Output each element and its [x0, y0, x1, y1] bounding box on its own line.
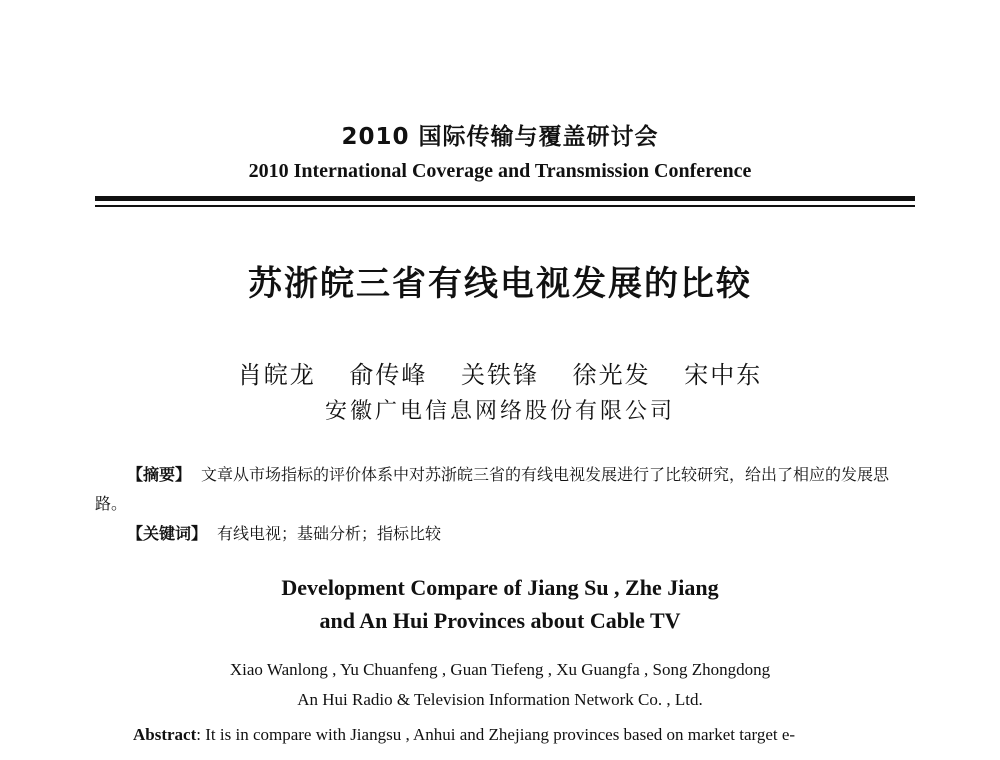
- header-rule-thin: [95, 205, 915, 207]
- header-rule-thick: [95, 196, 915, 201]
- author-cn: 宋中东: [684, 361, 763, 389]
- abstract-label-en: Abstract: [133, 725, 197, 744]
- abstract-cn: [95, 460, 917, 518]
- paper-title-en: [0, 571, 1000, 637]
- abstract-text-en: It is in compare with Jiangsu , Anhui and Zhejiang provinces based on market target e-: [205, 725, 796, 744]
- affiliation-en: An Hui Radio & Television Information Network Co. , Ltd.: [297, 690, 703, 709]
- conference-title-en: 2010 International Coverage and Transmission Conference: [248, 160, 752, 182]
- author-cn: 肖皖龙: [237, 361, 316, 389]
- abstract-text-cn: 文章从市场指标的评价体系中对苏浙皖三省的有线电视发展进行了比较研究，给出了相应的发展思路。: [95, 465, 890, 513]
- abstract-label-cn: 【摘要】: [127, 465, 192, 484]
- abstract-en: Abstract: It is in compare with Jiangsu , Anhui and Zhejiang provinces based on market target e-: [133, 725, 796, 744]
- paper-title-en-line1: Development Compare of Jiang Su , Zhe Jiang: [281, 575, 719, 600]
- authors-cn: [0, 355, 1000, 390]
- authors-en: Xiao Wanlong , Yu Chuanfeng , Guan Tiefeng , Xu Guangfa , Song Zhongdong: [229, 660, 771, 679]
- keywords-label-cn: 【关键词】: [127, 524, 208, 543]
- keywords-cn: [127, 521, 917, 544]
- keywords-text-cn: 有线电视；基础分析；指标比较: [217, 524, 442, 543]
- affiliation-cn: 安徽广电信息网络股份有限公司: [324, 399, 675, 424]
- conference-title-cn: 2010 国际传输与覆盖研讨会: [341, 124, 659, 150]
- paper-title-cn: 苏浙皖三省有线电视发展的比较: [248, 264, 752, 304]
- paper-title-en-line2: and An Hui Provinces about Cable TV: [319, 608, 681, 633]
- author-cn: 关铁锋: [461, 361, 539, 389]
- author-cn: 俞传峰: [349, 361, 428, 389]
- author-cn: 徐光发: [572, 361, 651, 389]
